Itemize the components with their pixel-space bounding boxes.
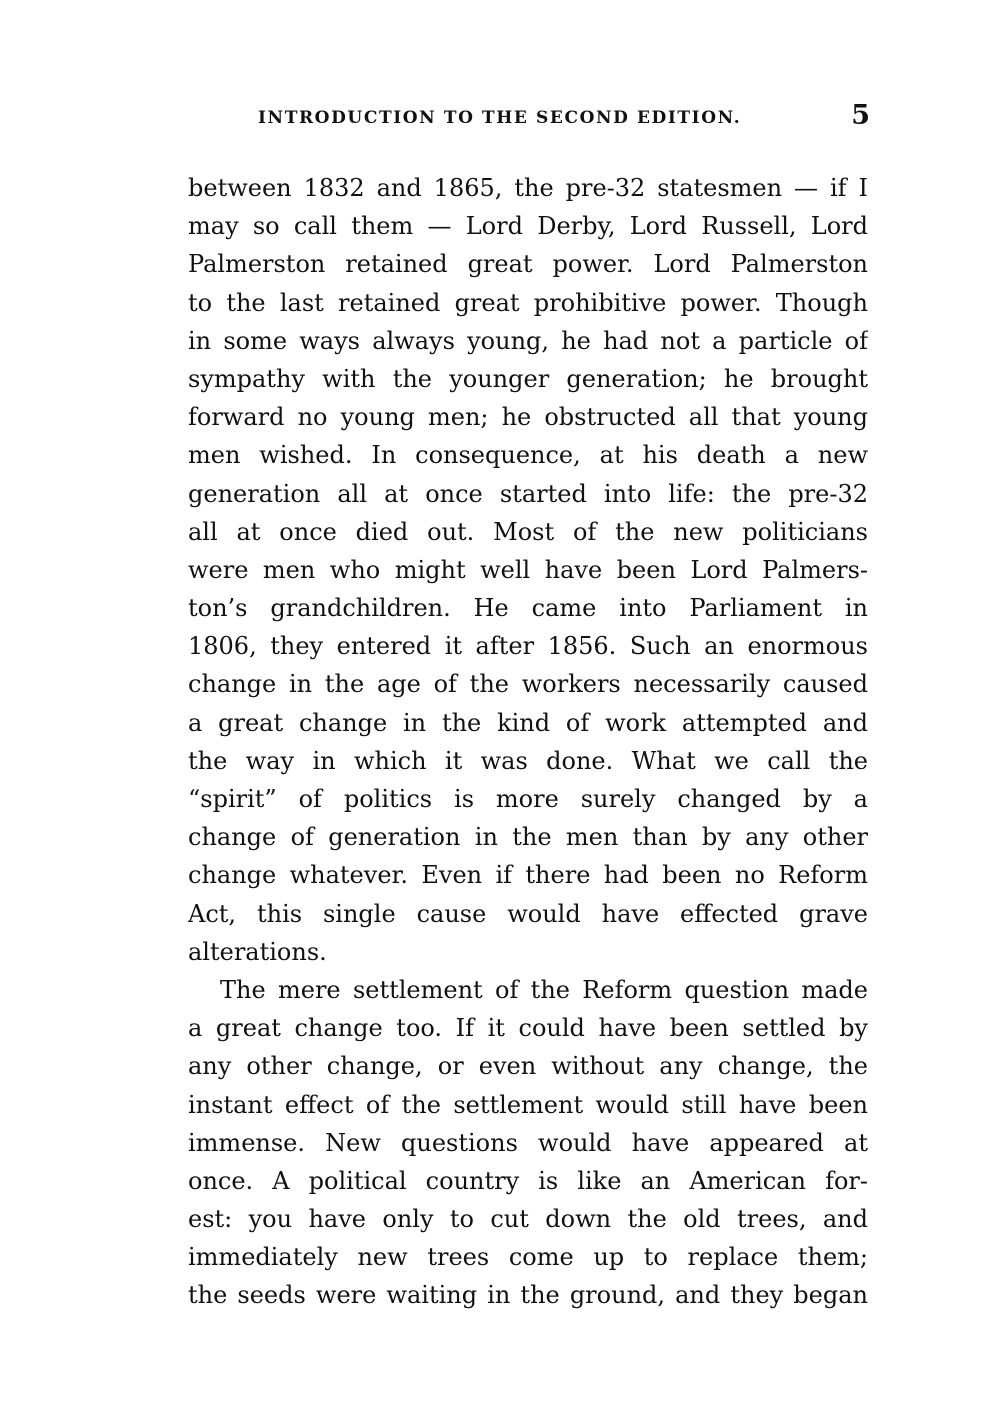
text-line: were men who might well have been Lord Palmers- xyxy=(188,555,868,584)
text-line: sympathy with the younger generation; he brought xyxy=(188,364,868,393)
text-line: immense. New questions would have appeared at xyxy=(188,1128,868,1157)
text-line: generation all at once started into life: the pre-32 xyxy=(188,479,868,508)
text-line: 1806, they entered it after 1856. Such an enormous xyxy=(188,632,868,661)
text-line: men wished. In consequence, at his death a new xyxy=(188,441,868,470)
text-line: ton’s grandchildren. He came into Parliament in xyxy=(188,594,868,623)
text-line: est: you have only to cut down the old trees, and xyxy=(188,1205,868,1234)
paragraph-2 xyxy=(188,971,868,1315)
text-line: immediately new trees come up to replace them; xyxy=(188,1243,868,1272)
text-line: a great change in the kind of work attempted and xyxy=(188,708,868,737)
text-line: “spirit” of politics is more surely changed by a xyxy=(188,785,868,813)
text-line: the way in which it was done. What we call the xyxy=(188,746,868,775)
text-line: instant effect of the settlement would still have been xyxy=(188,1090,868,1119)
text-line: all at once died out. Most of the new politicians xyxy=(188,517,868,546)
text-line: once. A political country is like an American for- xyxy=(188,1166,868,1195)
text-line: Act, this single cause would have effected grave xyxy=(188,899,868,928)
text-line: change in the age of the workers necessarily caused xyxy=(188,670,868,699)
text-line: change of generation in the men than by any other xyxy=(188,823,868,852)
text-line: between 1832 and 1865, the pre-32 statesmen — if I xyxy=(188,174,868,202)
text-line: any other change, or even without any change, the xyxy=(188,1052,868,1081)
text-line: change whatever. Even if there had been no Reform xyxy=(188,861,868,890)
paragraph-1 xyxy=(188,169,868,971)
text-line: a great change too. If it could have been settled by xyxy=(188,1014,868,1043)
text-line: to the last retained great prohibitive power. Though xyxy=(188,288,868,317)
page-number: 5 xyxy=(851,100,870,131)
text-line: Palmerston retained great power. Lord Palmerston xyxy=(188,250,868,279)
text-line: in some ways always young, he had not a particle of xyxy=(188,326,868,355)
running-title: INTRODUCTION TO THE SECOND EDITION. xyxy=(258,108,742,128)
text-line: the seeds were waiting in the ground, and they began xyxy=(188,1281,868,1310)
text-line: forward no young men; he obstructed all that young xyxy=(188,403,868,432)
body-text xyxy=(188,169,868,1315)
running-head xyxy=(258,100,870,136)
text-line: The mere settlement of the Reform question made xyxy=(220,975,868,1004)
text-line: alterations. xyxy=(188,937,327,966)
text-line: may so call them — Lord Derby, Lord Russell, Lord xyxy=(188,212,868,241)
